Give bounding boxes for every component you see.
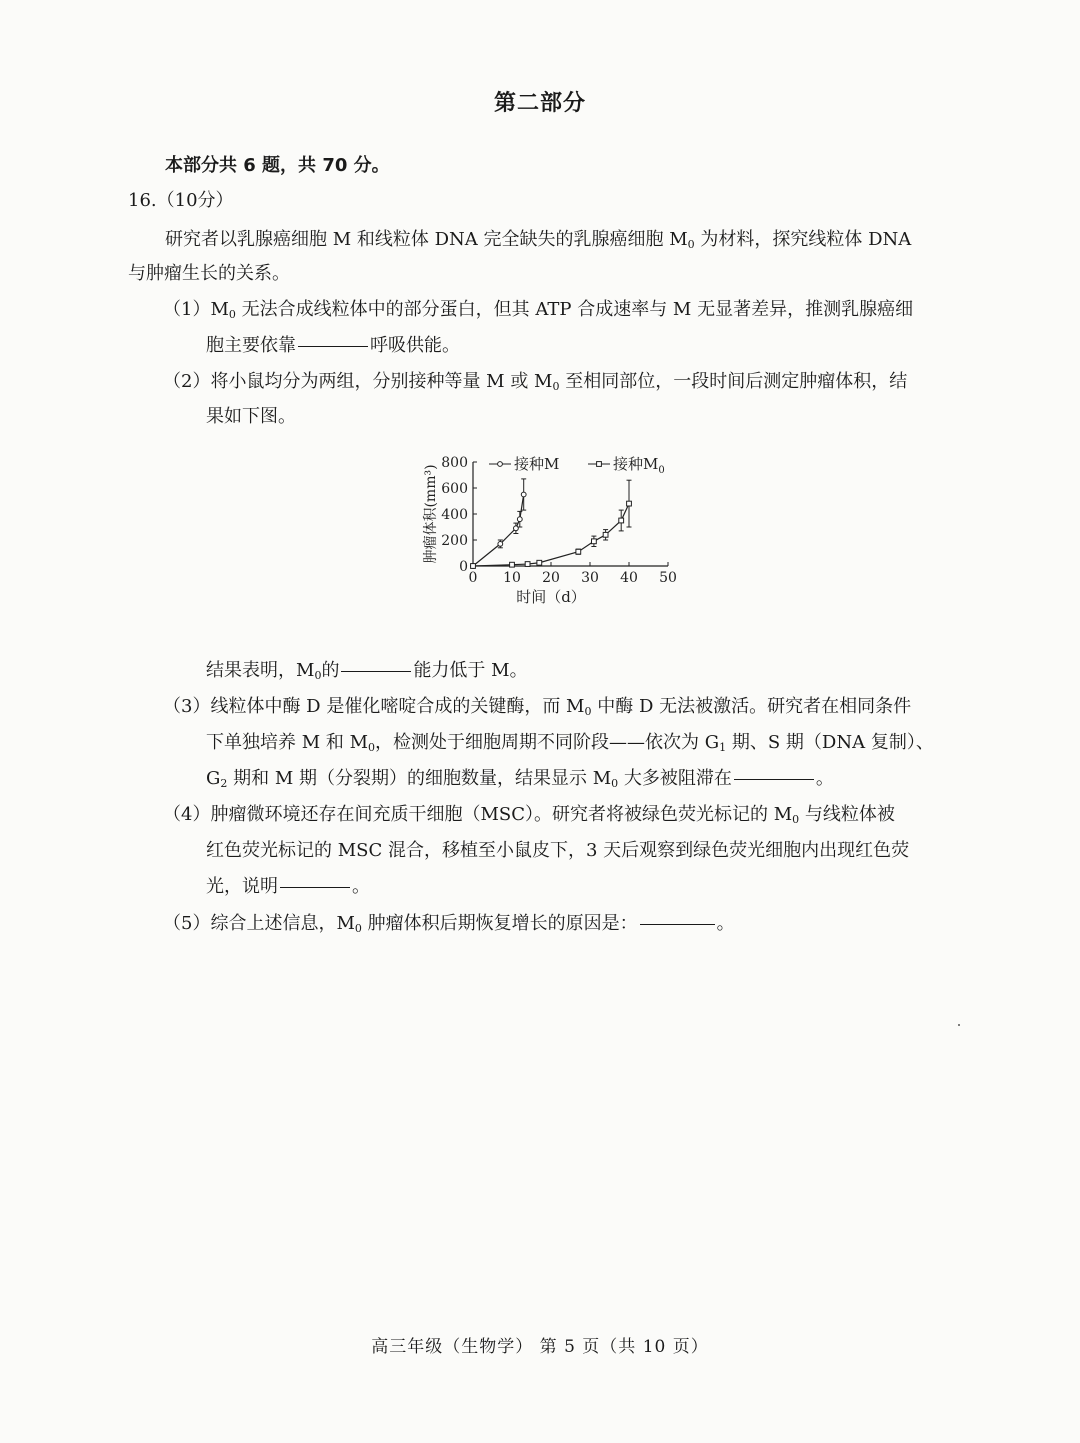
- y-tick-label: 400: [441, 507, 468, 523]
- x-axis-label: 时间（d）: [516, 588, 586, 606]
- scan-speck: [958, 1024, 960, 1026]
- legend-marker: [498, 462, 503, 467]
- question-number: 16.（10分）: [128, 190, 234, 211]
- legend-label: 接种M: [514, 455, 560, 473]
- x-tick-label: 20: [542, 570, 560, 586]
- section-intro: 本部分共 6 题，共 70 分。: [165, 155, 390, 176]
- chart-svg: [415, 448, 685, 618]
- y-tick-label: 200: [441, 533, 468, 549]
- answer-blank-5[interactable]: [640, 924, 715, 925]
- x-tick-label: 10: [503, 570, 521, 586]
- data-point: [592, 539, 597, 544]
- data-point: [510, 562, 515, 567]
- answer-blank-2[interactable]: [341, 671, 411, 672]
- data-point: [517, 517, 522, 522]
- data-point: [576, 549, 581, 554]
- section-title: 第二部分: [493, 91, 586, 116]
- data-point: [521, 492, 526, 497]
- part-1-line-2: 胞主要依靠 呼吸供能。: [206, 335, 460, 356]
- data-point: [525, 562, 530, 567]
- part-4-line-1: （4）肿瘤微环境还存在间充质干细胞（MSC）。研究者将被绿色荧光标记的 $M_0$ 与线粒体被: [163, 804, 895, 826]
- legend-label: 接种$M_0$: [613, 455, 665, 476]
- part-3-line-3: $G_2$ 期和 M 期（分裂期）的细胞数量，结果显示 $M_0$ 大多被阻滞在 。: [206, 768, 834, 790]
- page-footer: 高三年级（生物学） 第 5 页（共 10 页）: [371, 1337, 709, 1357]
- question-stem-line-1: 研究者以乳腺癌细胞 M 和线粒体 DNA 完全缺失的乳腺癌细胞 $M_0$ 为材料，探究线粒体 DNA: [165, 229, 912, 251]
- x-tick-label: 0: [468, 570, 478, 586]
- part-5-line-1: （5）综合上述信息，$M_0$ 肿瘤体积后期恢复增长的原因是： 。: [163, 913, 735, 935]
- y-axis-label: 肿瘤体积(mm³): [423, 464, 439, 564]
- y-tick-label: 800: [441, 455, 468, 471]
- data-point: [498, 542, 503, 547]
- part-2-line-2: 果如下图。: [206, 406, 296, 427]
- part-4-line-3: 光，说明 。: [206, 876, 370, 897]
- part-3-line-1: （3）线粒体中酶 D 是催化嘧啶合成的关键酶，而 $M_0$ 中酶 D 无法被激活。研究者在相同条件: [163, 696, 912, 718]
- y-tick-label: 600: [441, 481, 468, 497]
- x-tick-label: 30: [581, 570, 599, 586]
- answer-blank-4[interactable]: [280, 887, 350, 888]
- legend-marker: [597, 462, 602, 467]
- part-2-line-1: （2）将小鼠均分为两组，分别接种等量 M 或 $M_0$ 至相同部位，一段时间后测定肿瘤体积，结: [163, 371, 908, 393]
- data-point: [471, 564, 476, 569]
- part-4-line-2: 红色荧光标记的 MSC 混合，移植至小鼠皮下，3 天后观察到绿色荧光细胞内出现红色荧: [206, 840, 910, 861]
- part-3-line-2: 下单独培养 M 和 $M_0$，检测处于细胞周期不同阶段——依次为 $G_1$ 期、S 期（DNA 复制）、: [206, 732, 934, 754]
- part-1-line-1: $(1)M_0$ 无法合成线粒体中的部分蛋白，但其 ATP 合成速率与 M 无显著差异，推测乳腺癌细: [163, 299, 914, 321]
- tumor-volume-chart: [415, 448, 685, 618]
- x-tick-label: 40: [620, 570, 638, 586]
- answer-blank-3[interactable]: [734, 779, 814, 780]
- data-point: [537, 560, 542, 565]
- data-point: [619, 518, 624, 523]
- question-stem-line-2: 与肿瘤生长的关系。: [128, 263, 290, 284]
- data-point: [627, 501, 632, 506]
- x-tick-label: 50: [659, 570, 677, 586]
- y-tick-label: 0: [459, 559, 468, 575]
- answer-blank-1[interactable]: [298, 346, 368, 347]
- part-2-result: 结果表明，$M_0$的 能力低于 M。: [206, 660, 528, 682]
- data-point: [603, 532, 608, 537]
